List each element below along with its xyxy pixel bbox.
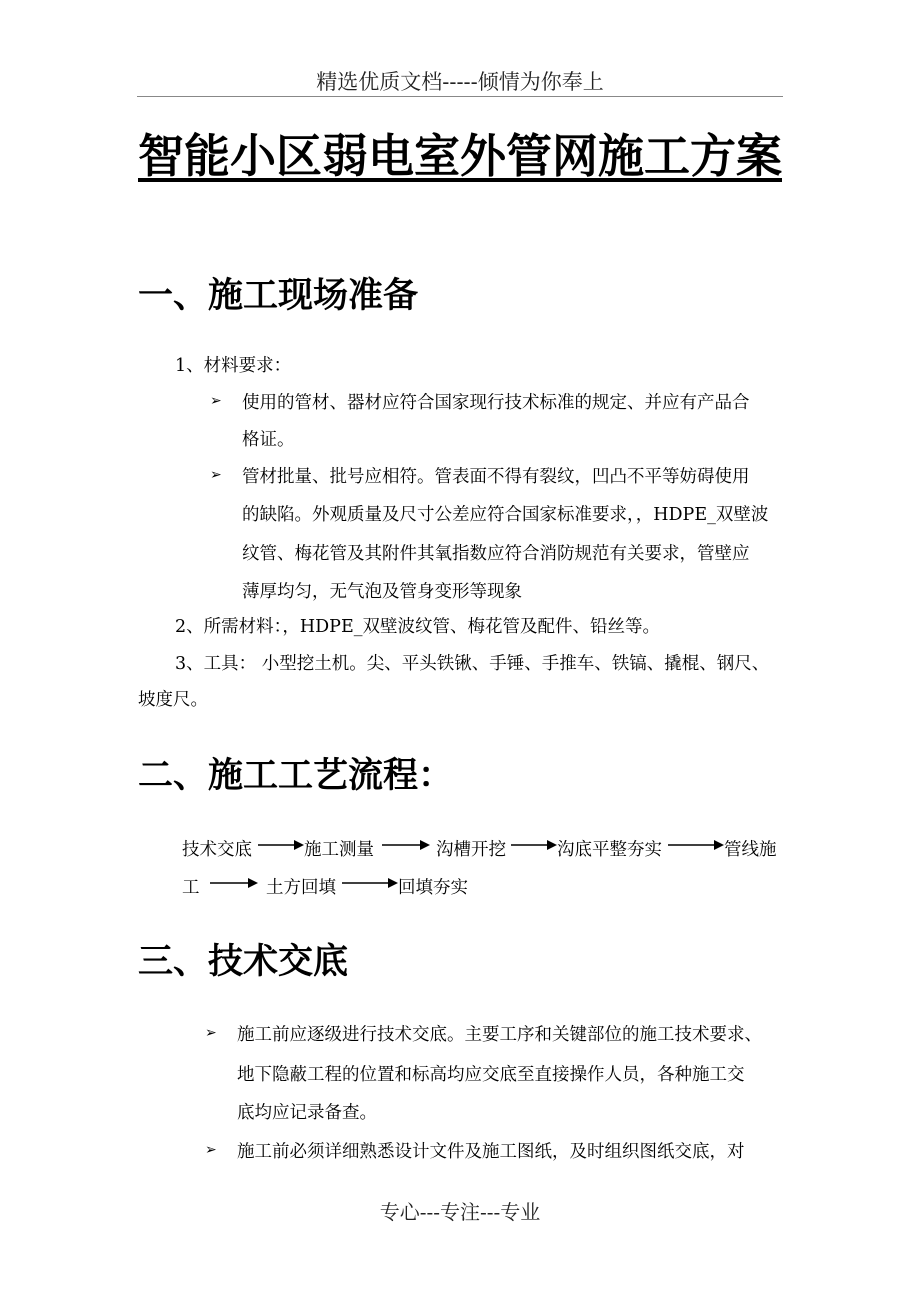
section-heading-1: 一、施工现场准备	[138, 276, 419, 316]
material-requirements-label: 1、材料要求：	[175, 356, 292, 376]
bullet-text: 的缺陷。外观质量及尺寸公差应符合国家标准要求，，HDPE_双壁波	[242, 505, 769, 525]
document-title: 智能小区弱电室外管网施工方案	[138, 129, 782, 183]
tools-line: 3、工具： 小型挖土机。尖、平头铁锹、手锤、手推车、铁镐、撬棍、钢尺、	[175, 654, 770, 674]
flow-step: 沟槽开挖	[436, 840, 506, 860]
bullet-arrow-icon: ➢	[205, 1025, 217, 1041]
bullet-arrow-icon: ➢	[205, 1142, 217, 1158]
flow-step: 沟底平整夯实	[557, 840, 662, 860]
flow-step: 技术交底	[182, 840, 252, 860]
required-materials: 2、所需材料：，HDPE_双壁波纹管、梅花管及配件、铅丝等。	[175, 617, 660, 637]
flow-arrow-icon	[258, 838, 304, 852]
page-header: 精选优质文档-----倾情为你奉上	[316, 70, 604, 94]
flow-arrow-icon	[342, 876, 398, 890]
flow-step: 管线施	[724, 840, 777, 860]
flow-step: 土方回填	[266, 878, 336, 898]
bullet-text: 使用的管材、器材应符合国家现行技术标准的规定、并应有产品合	[242, 393, 750, 413]
flow-arrow-icon	[382, 838, 430, 852]
flow-step: 施工测量	[304, 840, 374, 860]
bullet-arrow-icon: ➢	[210, 393, 222, 409]
flow-arrow-icon	[668, 838, 724, 852]
section-heading-3: 三、技术交底	[138, 942, 349, 982]
header-divider	[137, 96, 783, 97]
bullet-text: 纹管、梅花管及其附件其氧指数应符合消防规范有关要求，管壁应	[242, 544, 750, 564]
flow-arrow-icon	[511, 838, 557, 852]
flow-arrow-icon	[210, 876, 258, 890]
bullet-text: 格证。	[242, 430, 295, 450]
bullet-text: 地下隐蔽工程的位置和标高均应交底至直接操作人员，各种施工交	[237, 1065, 745, 1085]
bullet-text: 管材批量、批号应相符。管表面不得有裂纹，凹凸不平等妨碍使用	[242, 467, 750, 487]
bullet-text: 底均应记录备查。	[237, 1103, 377, 1123]
section-heading-2: 二、施工工艺流程：	[138, 756, 454, 796]
bullet-arrow-icon: ➢	[210, 467, 222, 483]
bullet-text: 薄厚均匀，无气泡及管身变形等现象	[242, 582, 522, 602]
tools-line: 坡度尺。	[138, 690, 208, 710]
bullet-text: 施工前应逐级进行技术交底。主要工序和关键部位的施工技术要求、	[237, 1025, 762, 1045]
bullet-text: 施工前必须详细熟悉设计文件及施工图纸，及时组织图纸交底，对	[237, 1142, 745, 1162]
flow-step: 工	[182, 878, 200, 898]
page-footer: 专心---专注---专业	[379, 1200, 541, 1224]
flow-step: 回填夯实	[398, 878, 468, 898]
